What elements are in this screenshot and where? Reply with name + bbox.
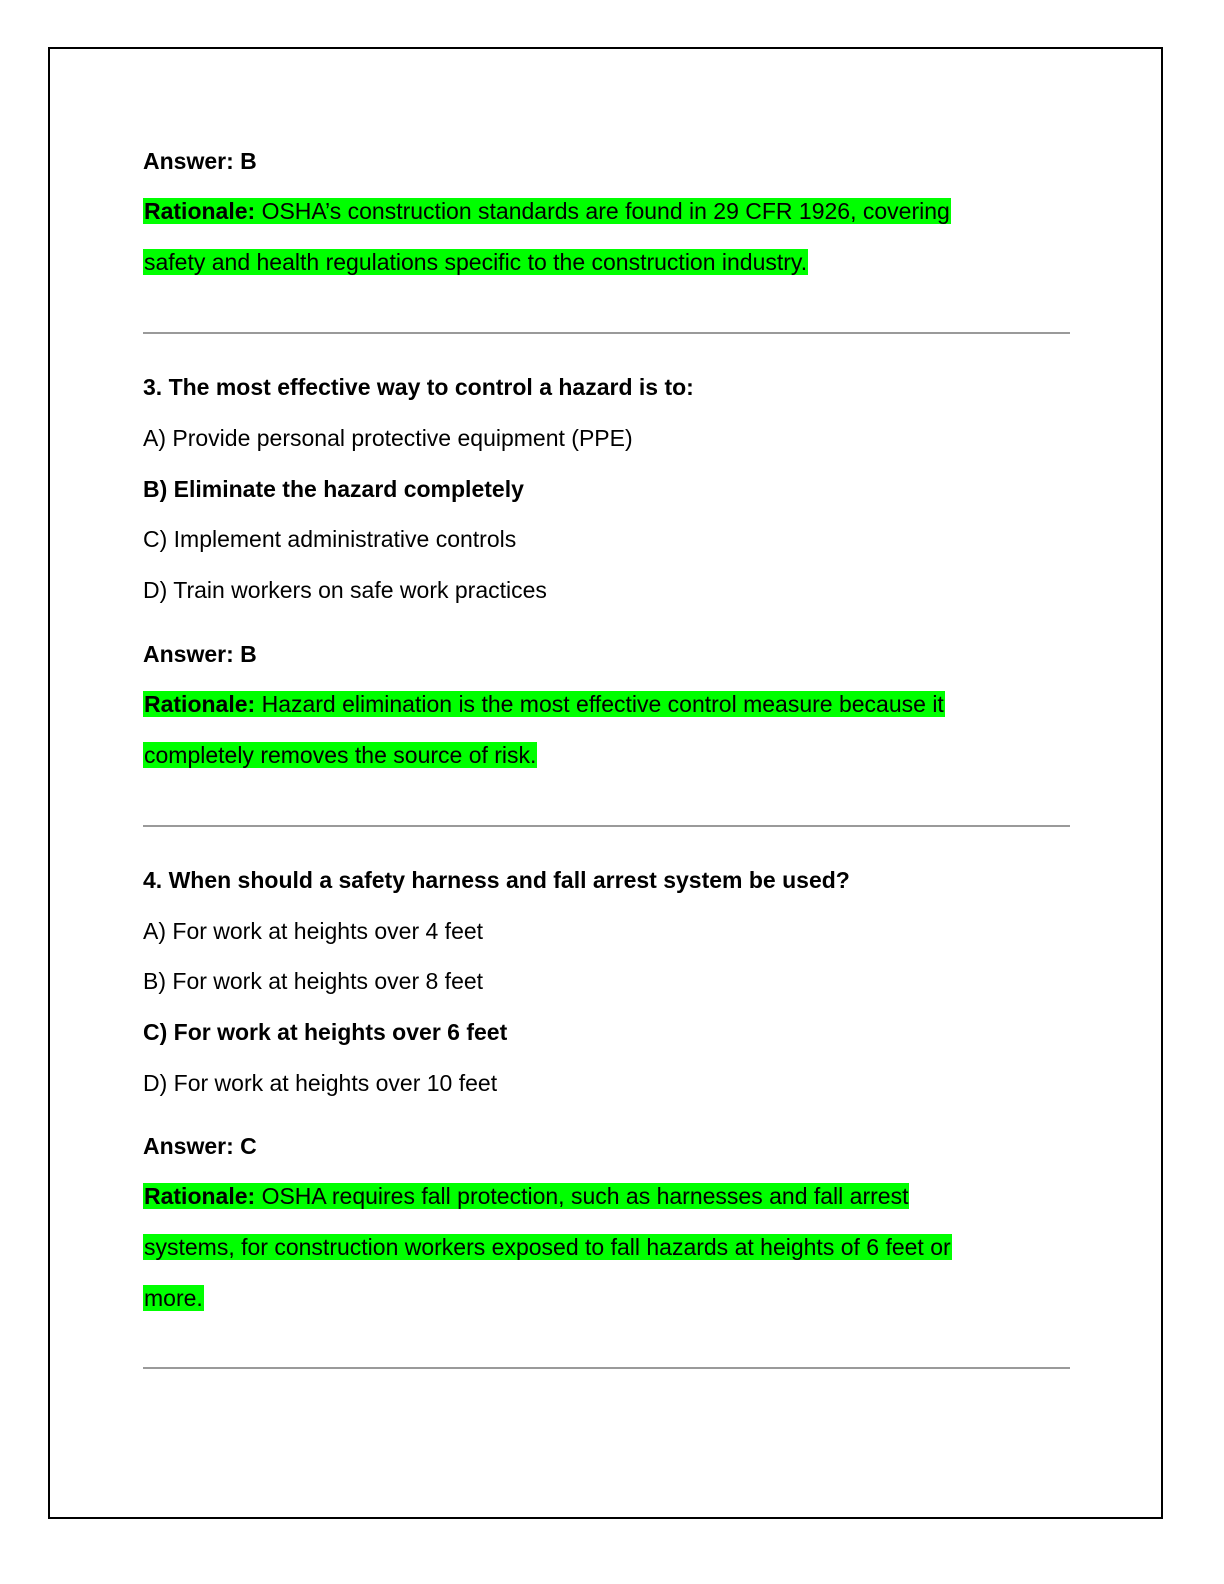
- q4-option-b: B) For work at heights over 8 feet: [143, 968, 484, 994]
- q4-rationale-label: Rationale:: [144, 1183, 256, 1209]
- q4-question: 4. When should a safety harness and fall arrest system be used?: [143, 867, 850, 893]
- q2-rationale-line-2: [143, 245, 808, 279]
- q2-rationale-text-2: safety and health regulations specific to the construction industry.: [144, 249, 808, 275]
- q4-rationale-text-2: systems, for construction workers exposed to fall hazards at heights of 6 feet or: [144, 1234, 951, 1260]
- separator-rule: [143, 332, 1070, 334]
- q3-option-b: B) Eliminate the hazard completely: [143, 476, 524, 502]
- q3-rationale-text-1: Hazard elimination is the most effective control measure because it: [255, 691, 944, 717]
- q3-answer: Answer: B: [143, 641, 257, 667]
- q3-question: 3. The most effective way to control a hazard is to:: [143, 374, 694, 400]
- q3-rationale-label: Rationale:: [144, 691, 256, 717]
- q3-option-a: A) Provide personal protective equipment (PPE): [143, 425, 633, 451]
- q4-rationale-line-2: [143, 1230, 952, 1264]
- q4-rationale-line-1: [143, 1179, 909, 1213]
- q3-option-d: D) Train workers on safe work practices: [143, 577, 547, 603]
- q4-option-a: A) For work at heights over 4 feet: [143, 918, 484, 944]
- q3-option-c: C) Implement administrative controls: [143, 526, 517, 552]
- q2-rationale-label: Rationale:: [144, 198, 256, 224]
- q3-rationale-line-2: [143, 738, 537, 772]
- q4-rationale-text-3: more.: [144, 1285, 203, 1311]
- separator-rule: [143, 825, 1070, 827]
- q4-rationale-line-3: [143, 1281, 204, 1315]
- q2-rationale-text-1: OSHA’s construction standards are found in 29 CFR 1926, covering: [255, 198, 950, 224]
- q4-option-d: D) For work at heights over 10 feet: [143, 1070, 498, 1096]
- q4-rationale-text-1: OSHA requires fall protection, such as harnesses and fall arrest: [255, 1183, 909, 1209]
- q4-option-c: C) For work at heights over 6 feet: [143, 1019, 508, 1045]
- q3-rationale-text-2: completely removes the source of risk.: [144, 742, 537, 768]
- q3-rationale-line-1: [143, 687, 945, 721]
- separator-rule: [143, 1367, 1070, 1369]
- q4-answer: Answer: C: [143, 1133, 257, 1159]
- q2-rationale-line-1: [143, 194, 951, 228]
- q2-answer: Answer: B: [143, 148, 257, 174]
